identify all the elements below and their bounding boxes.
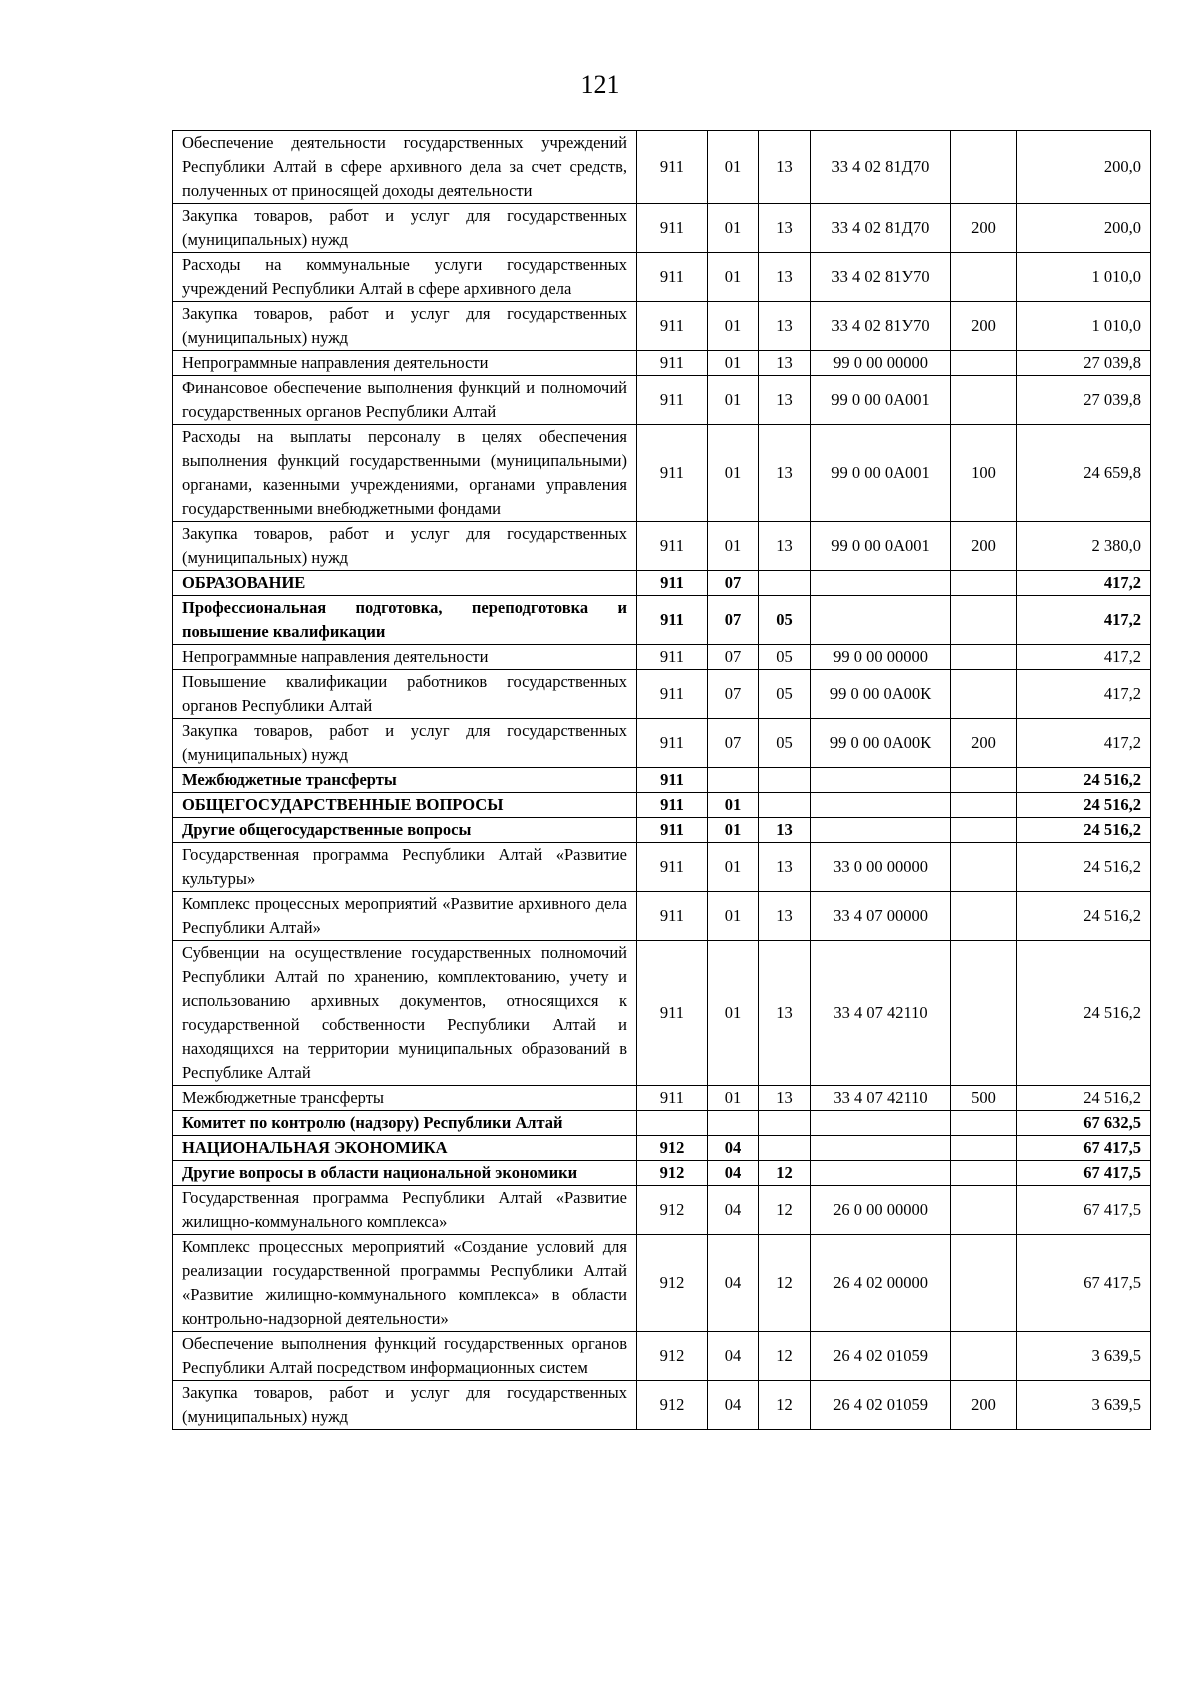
subsection-code: 13 xyxy=(759,522,811,571)
section-code: 01 xyxy=(708,351,759,376)
glava-code: 911 xyxy=(637,793,708,818)
row-name: Государственная программа Республики Алтай «Развитие жилищно-коммунального комплекса» xyxy=(173,1186,637,1235)
subsection-code: 12 xyxy=(759,1332,811,1381)
expense-type-code xyxy=(951,1186,1017,1235)
subsection-code: 12 xyxy=(759,1161,811,1186)
expense-type-code xyxy=(951,351,1017,376)
section-code: 07 xyxy=(708,596,759,645)
target-article-code: 26 0 00 00000 xyxy=(811,1186,951,1235)
subsection-code: 13 xyxy=(759,302,811,351)
amount: 2 380,0 xyxy=(1017,522,1151,571)
table-row xyxy=(173,1111,1151,1136)
expense-type-code: 200 xyxy=(951,302,1017,351)
expense-type-code: 200 xyxy=(951,719,1017,768)
row-name: Комитет по контролю (надзору) Республики Алтай xyxy=(173,1111,637,1136)
subsection-code: 05 xyxy=(759,670,811,719)
target-article-code xyxy=(811,1136,951,1161)
subsection-code: 13 xyxy=(759,253,811,302)
table-row xyxy=(173,1136,1151,1161)
subsection-code: 12 xyxy=(759,1186,811,1235)
section-code: 04 xyxy=(708,1381,759,1430)
row-name: Межбюджетные трансферты xyxy=(173,768,637,793)
row-name: НАЦИОНАЛЬНАЯ ЭКОНОМИКА xyxy=(173,1136,637,1161)
row-name: Непрограммные направления деятельности xyxy=(173,351,637,376)
section-code: 07 xyxy=(708,645,759,670)
expense-type-code xyxy=(951,253,1017,302)
table-row xyxy=(173,351,1151,376)
row-name: Субвенции на осуществление государственных полномочий Республики Алтай по хранению, комплектованию, учету и использованию архивных документов, относящихся к государственной собственности Республики Алтай и находящихся на территории муниципальных образований в Республике Алтай xyxy=(173,941,637,1086)
amount: 24 659,8 xyxy=(1017,425,1151,522)
amount: 24 516,2 xyxy=(1017,818,1151,843)
glava-code xyxy=(637,1111,708,1136)
expense-type-code xyxy=(951,670,1017,719)
expense-type-code: 200 xyxy=(951,522,1017,571)
target-article-code xyxy=(811,571,951,596)
table-row xyxy=(173,1086,1151,1111)
amount: 417,2 xyxy=(1017,670,1151,719)
target-article-code xyxy=(811,1111,951,1136)
section-code: 01 xyxy=(708,843,759,892)
glava-code: 911 xyxy=(637,351,708,376)
row-name: Расходы на коммунальные услуги государственных учреждений Республики Алтай в сфере архивного дела xyxy=(173,253,637,302)
amount: 67 417,5 xyxy=(1017,1186,1151,1235)
table-row xyxy=(173,1332,1151,1381)
amount: 24 516,2 xyxy=(1017,892,1151,941)
target-article-code: 33 4 02 81У70 xyxy=(811,302,951,351)
expense-type-code xyxy=(951,793,1017,818)
subsection-code: 05 xyxy=(759,645,811,670)
glava-code: 911 xyxy=(637,596,708,645)
row-name: Межбюджетные трансферты xyxy=(173,1086,637,1111)
section-code: 01 xyxy=(708,818,759,843)
page-number: 121 xyxy=(580,70,620,99)
expense-type-code: 200 xyxy=(951,1381,1017,1430)
amount: 417,2 xyxy=(1017,571,1151,596)
expense-type-code xyxy=(951,376,1017,425)
amount: 67 417,5 xyxy=(1017,1136,1151,1161)
glava-code: 911 xyxy=(637,818,708,843)
section-code xyxy=(708,1111,759,1136)
row-name: Комплекс процессных мероприятий «Развитие архивного дела Республики Алтай» xyxy=(173,892,637,941)
row-name: Обеспечение выполнения функций государственных органов Республики Алтай посредством информационных систем xyxy=(173,1332,637,1381)
row-name: Комплекс процессных мероприятий «Создание условий для реализации государственной программы Республики Алтай «Развитие жилищно-коммунального комплекса» в области контрольно-надзорной деятельности» xyxy=(173,1235,637,1332)
table-row xyxy=(173,892,1151,941)
row-name: Обеспечение деятельности государственных учреждений Республики Алтай в сфере архивного дела за счет средств, полученных от приносящей доходы деятельности xyxy=(173,131,637,204)
glava-code: 911 xyxy=(637,302,708,351)
subsection-code: 13 xyxy=(759,351,811,376)
section-code: 07 xyxy=(708,719,759,768)
row-name: Финансовое обеспечение выполнения функций и полномочий государственных органов Республики Алтай xyxy=(173,376,637,425)
row-name: Закупка товаров, работ и услуг для государственных (муниципальных) нужд xyxy=(173,302,637,351)
section-code: 07 xyxy=(708,571,759,596)
amount: 3 639,5 xyxy=(1017,1332,1151,1381)
section-code: 01 xyxy=(708,941,759,1086)
target-article-code: 99 0 00 00000 xyxy=(811,645,951,670)
amount: 27 039,8 xyxy=(1017,376,1151,425)
glava-code: 912 xyxy=(637,1332,708,1381)
target-article-code: 99 0 00 0А00К xyxy=(811,719,951,768)
table-row xyxy=(173,204,1151,253)
target-article-code: 99 0 00 0А001 xyxy=(811,522,951,571)
target-article-code: 33 4 07 42110 xyxy=(811,1086,951,1111)
glava-code: 911 xyxy=(637,571,708,596)
table-row xyxy=(173,941,1151,1086)
glava-code: 912 xyxy=(637,1161,708,1186)
target-article-code: 26 4 02 00000 xyxy=(811,1235,951,1332)
glava-code: 911 xyxy=(637,719,708,768)
target-article-code: 33 4 02 81У70 xyxy=(811,253,951,302)
table-row xyxy=(173,1235,1151,1332)
section-code: 01 xyxy=(708,425,759,522)
amount: 417,2 xyxy=(1017,645,1151,670)
section-code: 01 xyxy=(708,302,759,351)
expense-type-code xyxy=(951,1235,1017,1332)
target-article-code: 33 0 00 00000 xyxy=(811,843,951,892)
subsection-code: 12 xyxy=(759,1381,811,1430)
subsection-code: 13 xyxy=(759,204,811,253)
row-name: Закупка товаров, работ и услуг для государственных (муниципальных) нужд xyxy=(173,522,637,571)
glava-code: 911 xyxy=(637,892,708,941)
section-code: 01 xyxy=(708,522,759,571)
subsection-code: 12 xyxy=(759,1235,811,1332)
row-name: Закупка товаров, работ и услуг для государственных (муниципальных) нужд xyxy=(173,1381,637,1430)
subsection-code: 13 xyxy=(759,425,811,522)
target-article-code: 99 0 00 00000 xyxy=(811,351,951,376)
target-article-code: 33 4 07 42110 xyxy=(811,941,951,1086)
section-code: 01 xyxy=(708,131,759,204)
section-code: 04 xyxy=(708,1161,759,1186)
glava-code: 912 xyxy=(637,1381,708,1430)
table-row xyxy=(173,1381,1151,1430)
subsection-code xyxy=(759,1136,811,1161)
table-row xyxy=(173,719,1151,768)
table-row xyxy=(173,768,1151,793)
expense-type-code: 100 xyxy=(951,425,1017,522)
target-article-code: 33 4 02 81Д70 xyxy=(811,204,951,253)
expense-type-code xyxy=(951,892,1017,941)
glava-code: 912 xyxy=(637,1136,708,1161)
amount: 27 039,8 xyxy=(1017,351,1151,376)
section-code: 04 xyxy=(708,1235,759,1332)
amount: 24 516,2 xyxy=(1017,768,1151,793)
row-name: Закупка товаров, работ и услуг для государственных (муниципальных) нужд xyxy=(173,204,637,253)
row-name: Другие вопросы в области национальной экономики xyxy=(173,1161,637,1186)
row-name: ОБЩЕГОСУДАРСТВЕННЫЕ ВОПРОСЫ xyxy=(173,793,637,818)
subsection-code: 05 xyxy=(759,719,811,768)
glava-code: 912 xyxy=(637,1235,708,1332)
glava-code: 911 xyxy=(637,131,708,204)
subsection-code: 13 xyxy=(759,1086,811,1111)
expense-type-code xyxy=(951,768,1017,793)
expense-type-code xyxy=(951,1161,1017,1186)
amount: 200,0 xyxy=(1017,131,1151,204)
glava-code: 911 xyxy=(637,768,708,793)
amount: 67 417,5 xyxy=(1017,1161,1151,1186)
target-article-code: 33 4 02 81Д70 xyxy=(811,131,951,204)
glava-code: 911 xyxy=(637,843,708,892)
subsection-code: 13 xyxy=(759,941,811,1086)
table-row xyxy=(173,1186,1151,1235)
amount: 1 010,0 xyxy=(1017,302,1151,351)
target-article-code: 33 4 07 00000 xyxy=(811,892,951,941)
amount: 417,2 xyxy=(1017,719,1151,768)
subsection-code xyxy=(759,793,811,818)
section-code: 01 xyxy=(708,892,759,941)
glava-code: 911 xyxy=(637,522,708,571)
section-code: 01 xyxy=(708,1086,759,1111)
amount: 1 010,0 xyxy=(1017,253,1151,302)
row-name: Другие общегосударственные вопросы xyxy=(173,818,637,843)
amount: 67 632,5 xyxy=(1017,1111,1151,1136)
target-article-code xyxy=(811,793,951,818)
amount: 24 516,2 xyxy=(1017,843,1151,892)
section-code: 01 xyxy=(708,253,759,302)
section-code: 01 xyxy=(708,204,759,253)
expense-type-code xyxy=(951,1136,1017,1161)
target-article-code xyxy=(811,1161,951,1186)
table-row xyxy=(173,843,1151,892)
target-article-code: 99 0 00 0А001 xyxy=(811,425,951,522)
glava-code: 911 xyxy=(637,376,708,425)
section-code: 04 xyxy=(708,1332,759,1381)
subsection-code: 13 xyxy=(759,843,811,892)
glava-code: 911 xyxy=(637,645,708,670)
expense-type-code xyxy=(951,818,1017,843)
budget-table xyxy=(172,130,1151,1430)
target-article-code: 26 4 02 01059 xyxy=(811,1381,951,1430)
row-name: ОБРАЗОВАНИЕ xyxy=(173,571,637,596)
section-code: 01 xyxy=(708,793,759,818)
subsection-code: 13 xyxy=(759,892,811,941)
table-row xyxy=(173,253,1151,302)
table-row xyxy=(173,425,1151,522)
table-row xyxy=(173,793,1151,818)
expense-type-code xyxy=(951,596,1017,645)
expense-type-code xyxy=(951,843,1017,892)
glava-code: 911 xyxy=(637,1086,708,1111)
glava-code: 911 xyxy=(637,670,708,719)
table-row xyxy=(173,376,1151,425)
glava-code: 911 xyxy=(637,253,708,302)
row-name: Профессиональная подготовка, переподготовка и повышение квалификации xyxy=(173,596,637,645)
subsection-code xyxy=(759,571,811,596)
expense-type-code xyxy=(951,941,1017,1086)
amount: 67 417,5 xyxy=(1017,1235,1151,1332)
expense-type-code xyxy=(951,131,1017,204)
glava-code: 911 xyxy=(637,204,708,253)
table-row xyxy=(173,670,1151,719)
table-row xyxy=(173,818,1151,843)
target-article-code xyxy=(811,768,951,793)
table-row xyxy=(173,302,1151,351)
expense-type-code: 500 xyxy=(951,1086,1017,1111)
row-name: Непрограммные направления деятельности xyxy=(173,645,637,670)
amount: 3 639,5 xyxy=(1017,1381,1151,1430)
glava-code: 911 xyxy=(637,425,708,522)
target-article-code: 99 0 00 0А001 xyxy=(811,376,951,425)
amount: 417,2 xyxy=(1017,596,1151,645)
row-name: Государственная программа Республики Алтай «Развитие культуры» xyxy=(173,843,637,892)
table-row xyxy=(173,131,1151,204)
expense-type-code xyxy=(951,1111,1017,1136)
subsection-code xyxy=(759,768,811,793)
table-row xyxy=(173,596,1151,645)
subsection-code: 05 xyxy=(759,596,811,645)
row-name: Закупка товаров, работ и услуг для государственных (муниципальных) нужд xyxy=(173,719,637,768)
row-name: Расходы на выплаты персоналу в целях обеспечения выполнения функций государственными (муниципальными) органами, казенными учреждениями, органами управления государственными внебюджетными фондами xyxy=(173,425,637,522)
subsection-code: 13 xyxy=(759,376,811,425)
table-body xyxy=(173,131,1151,1430)
table-row xyxy=(173,571,1151,596)
amount: 24 516,2 xyxy=(1017,1086,1151,1111)
section-code: 01 xyxy=(708,376,759,425)
amount: 24 516,2 xyxy=(1017,793,1151,818)
expense-type-code xyxy=(951,1332,1017,1381)
table-row xyxy=(173,1161,1151,1186)
glava-code: 911 xyxy=(637,941,708,1086)
expense-type-code: 200 xyxy=(951,204,1017,253)
section-code: 04 xyxy=(708,1136,759,1161)
table-row xyxy=(173,522,1151,571)
target-article-code: 26 4 02 01059 xyxy=(811,1332,951,1381)
target-article-code: 99 0 00 0А00К xyxy=(811,670,951,719)
section-code: 07 xyxy=(708,670,759,719)
glava-code: 912 xyxy=(637,1186,708,1235)
target-article-code xyxy=(811,596,951,645)
subsection-code: 13 xyxy=(759,131,811,204)
section-code xyxy=(708,768,759,793)
subsection-code: 13 xyxy=(759,818,811,843)
target-article-code xyxy=(811,818,951,843)
amount: 24 516,2 xyxy=(1017,941,1151,1086)
table-row xyxy=(173,645,1151,670)
amount: 200,0 xyxy=(1017,204,1151,253)
expense-type-code xyxy=(951,571,1017,596)
subsection-code xyxy=(759,1111,811,1136)
expense-type-code xyxy=(951,645,1017,670)
section-code: 04 xyxy=(708,1186,759,1235)
row-name: Повышение квалификации работников государственных органов Республики Алтай xyxy=(173,670,637,719)
